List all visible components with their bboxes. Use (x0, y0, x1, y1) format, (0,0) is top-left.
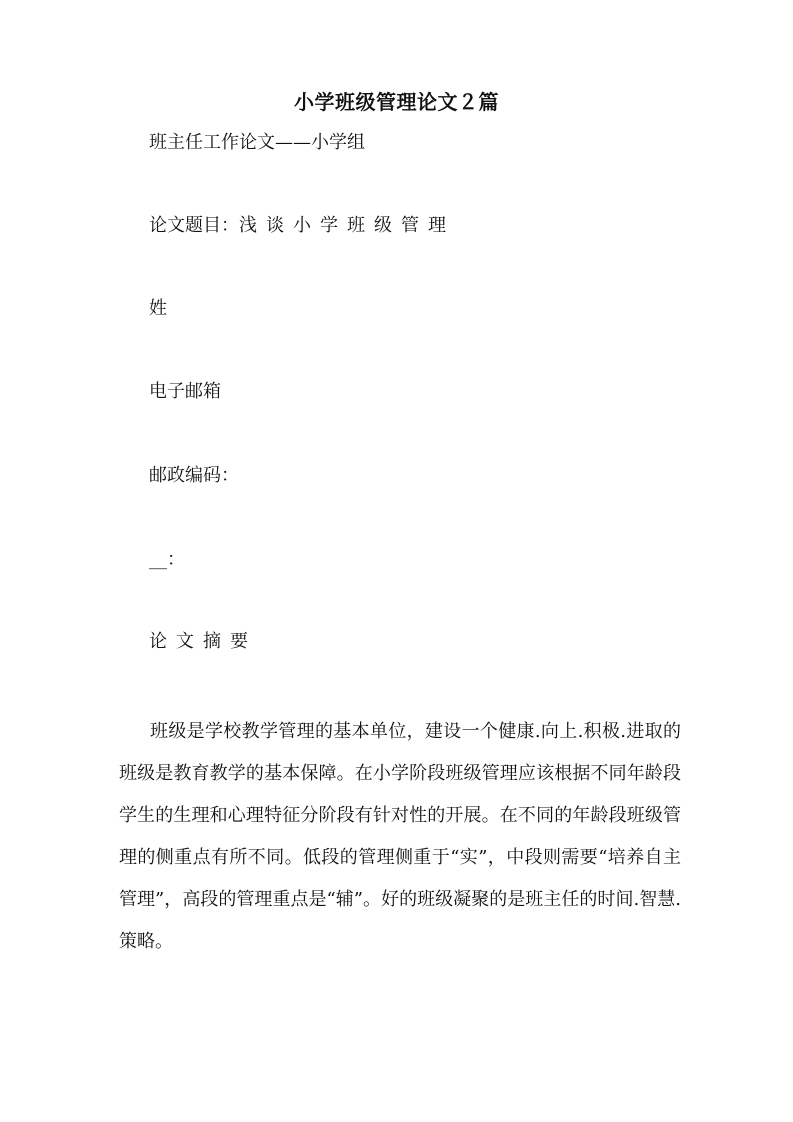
name-label: 姓 (149, 298, 167, 319)
blank-field-label: __： (149, 549, 185, 570)
topic-line (149, 214, 455, 238)
abstract-body: 班级是学校教学管理的基本单位，建设一个健康.向上.积极.进取的班级是教育教学的基本保障。在小学阶段班级管理应该根据不同年龄段学生的生理和心理特征分阶段有针对性的开展。在不同的年龄段班级管理的侧重点有所不同。低段的管理侧重于“实”，中段则需要“培养自主管理”，高段的管理重点是“辅”。好的班级凝聚的是班主任的时间.智慧.策略。 (119, 721, 681, 952)
topic-label: 论文题目： (149, 215, 239, 236)
email-label: 电子邮箱 (149, 381, 221, 402)
document-subtitle: 班主任工作论文——小学组 (149, 132, 365, 153)
topic-value: 浅谈小学班级管理 (239, 215, 455, 236)
document-title: 小学班级管理论文２篇 (294, 90, 499, 114)
abstract-heading: 论文摘要 (149, 631, 257, 652)
postal-code-label: 邮政编码： (149, 465, 239, 486)
